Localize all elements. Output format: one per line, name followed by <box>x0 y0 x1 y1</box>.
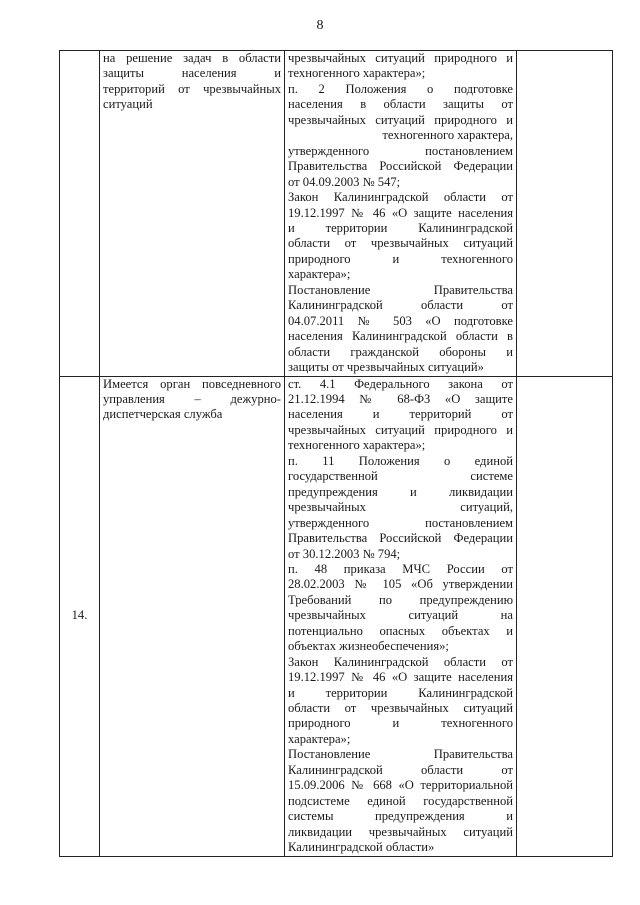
basis-line: утвержденного постановлением <box>288 515 513 530</box>
basis-line: чрезвычайных ситуаций, <box>288 500 513 515</box>
requirement-line: защиты населения и <box>103 66 281 81</box>
basis-line: и территории Калининградской <box>288 685 513 700</box>
basis-line: п. 48 приказа МЧС России от <box>288 561 513 576</box>
basis-line: Постановление Правительства <box>288 282 513 297</box>
requirement-line: управления – дежурно- <box>103 391 281 406</box>
basis-line: Калининградской области от <box>288 762 513 777</box>
basis-line: населения Калининградской области в <box>288 329 513 344</box>
basis-line: характера»; <box>288 267 351 282</box>
basis-line: от 04.09.2003 № 547; <box>288 174 401 189</box>
basis-line: техногенного характера, <box>382 128 513 143</box>
basis-line: Закон Калининградской области от <box>288 190 513 205</box>
basis-line: чрезвычайных ситуаций на <box>288 608 513 623</box>
basis-line: природного и техногенного <box>288 251 513 266</box>
table-row <box>60 51 613 377</box>
requirements-table <box>59 50 613 857</box>
basis-line: чрезвычайных ситуаций природного и <box>288 51 513 65</box>
basis-line: населения в области защиты от <box>288 97 513 112</box>
row-number-cell <box>60 376 100 856</box>
legal-basis-cell <box>285 51 517 377</box>
row-number: 14. <box>71 608 88 623</box>
basis-line: характера»; <box>288 731 351 746</box>
basis-line: государственной системе <box>288 469 513 484</box>
basis-line: предупреждения и ликвидации <box>288 484 513 499</box>
basis-line: области гражданской обороны и <box>288 344 513 359</box>
basis-line: от 30.12.2003 № 794; <box>288 546 401 561</box>
notes-cell <box>517 376 613 856</box>
basis-line: системы предупреждения и <box>288 809 513 824</box>
basis-line: ст. 4.1 Федерального закона от <box>288 376 513 391</box>
requirement-cell <box>100 51 285 377</box>
basis-line: 19.12.1997 № 46 «О защите населения <box>288 670 513 685</box>
table-row <box>60 376 613 856</box>
basis-line: чрезвычайных ситуаций природного и <box>288 422 513 437</box>
basis-line: 21.12.1994 № 68-ФЗ «О защите <box>288 391 513 406</box>
basis-line: Калининградской области» <box>288 840 435 855</box>
requirement-line: диспетчерская служба <box>103 407 223 422</box>
basis-line: 04.07.2011 № 503 «О подготовке <box>288 313 513 328</box>
basis-line: чрезвычайных ситуаций природного и <box>288 112 513 127</box>
row-number-cell <box>60 51 100 377</box>
basis-line: ликвидации чрезвычайных ситуаций <box>288 824 513 839</box>
basis-line: Правительства Российской Федерации <box>288 531 513 546</box>
basis-line: защиты от чрезвычайных ситуаций» <box>288 360 484 375</box>
basis-line: природного и техногенного <box>288 716 513 731</box>
basis-line: утвержденного постановлением <box>288 143 513 158</box>
basis-line: п. 2 Положения о подготовке <box>288 81 513 96</box>
legal-basis-cell <box>285 376 517 856</box>
basis-line: 15.09.2006 № 668 «О территориальной <box>288 778 513 793</box>
basis-line: подсистеме единой государственной <box>288 793 513 808</box>
basis-line: области от чрезвычайных ситуаций <box>288 236 513 251</box>
basis-line: потенциально опасных объектах и <box>288 623 513 638</box>
requirement-line: на решение задач в области <box>103 51 281 65</box>
basis-line: техногенного характера»; <box>288 438 426 453</box>
notes-cell <box>517 51 613 377</box>
basis-line: Калининградской области от <box>288 298 513 313</box>
requirement-line: Имеется орган повседневного <box>103 376 281 391</box>
basis-line: 28.02.2003 № 105 «Об утверждении <box>288 577 513 592</box>
basis-line: и территории Калининградской <box>288 220 513 235</box>
basis-line: объектах жизнеобеспечения»; <box>288 639 449 654</box>
basis-line: техногенного характера»; <box>288 66 426 81</box>
page-number: 8 <box>316 18 324 33</box>
requirement-line: территорий от чрезвычайных <box>103 81 281 96</box>
basis-line: п. 11 Положения о единой <box>288 453 513 468</box>
requirement-line: ситуаций <box>103 97 153 112</box>
basis-line: Постановление Правительства <box>288 747 513 762</box>
basis-line: Закон Калининградской области от <box>288 654 513 669</box>
basis-line: Требований по предупреждению <box>288 592 513 607</box>
requirement-cell <box>100 376 285 856</box>
basis-line: населения и территорий от <box>288 407 513 422</box>
basis-line: 19.12.1997 № 46 «О защите населения <box>288 205 513 220</box>
basis-line: Правительства Российской Федерации <box>288 159 513 174</box>
basis-line: области от чрезвычайных ситуаций <box>288 701 513 716</box>
